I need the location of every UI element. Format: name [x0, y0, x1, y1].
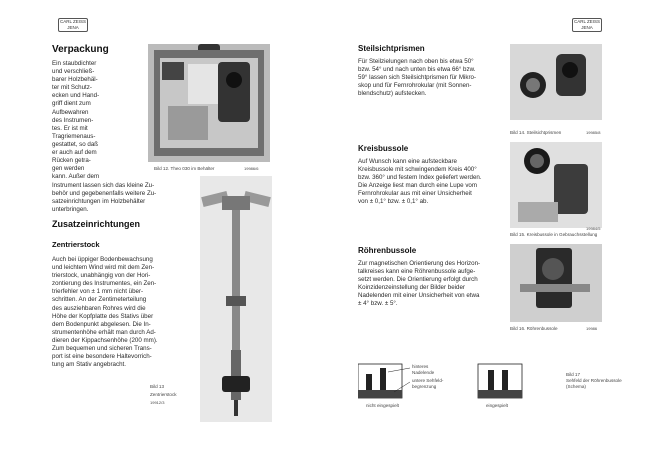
- zeiss-logo-left: [58, 18, 88, 32]
- text-line: trierfehler von ± 1 mm nicht über-: [52, 288, 144, 296]
- label-eingespielt: eingespielt: [486, 403, 508, 408]
- photo-roehrenbussole: [510, 244, 602, 322]
- heading-kreisbussole: Kreisbussole: [358, 144, 409, 153]
- text-line: ter mit Schutz-: [52, 84, 92, 92]
- text-line: Zum bequemen und sicheren Trans-: [52, 345, 152, 353]
- text-line: des ausziehbaren Rohres wird die: [52, 304, 146, 312]
- caption-bild-16: Bild 16. Röhrenbussole: [510, 326, 558, 331]
- text-line: Höhe der Kopfplatte des Stativs über: [52, 312, 154, 320]
- logo-text: CARL ZEISS: [59, 19, 87, 24]
- caption-bild-17-title: Sehfeld der Röhrenbussole: [566, 378, 622, 383]
- text-line: Auch bei üppiger Bodenbewachsung: [52, 256, 153, 263]
- text-line: und verschließ-: [52, 68, 95, 76]
- text-line: des Instrumen-: [52, 116, 94, 124]
- text-line: behör und gegebenenfalls weitere Zu-: [52, 190, 157, 198]
- photo-zentrierstock: [200, 176, 272, 422]
- label-nicht-eingespielt: nicht eingespielt: [366, 403, 399, 408]
- text-line: zontierung des Instrumentes, ein Zen-: [52, 280, 157, 288]
- label-hinteres: hinteres: [412, 364, 429, 369]
- text-line: setzt werden. Die Orientierung erfolgt durch: [358, 276, 478, 284]
- caption-bild-17: Bild 17: [566, 372, 581, 377]
- code-bild-15: 19984/5: [586, 226, 601, 231]
- text-line: dem Bodenpunkt abgelesen. Die In-: [52, 320, 151, 328]
- text-line: 59° lassen sich Steilsichtprismen für Mikro-: [358, 74, 477, 82]
- code-bild-12: 19986/6: [244, 166, 259, 171]
- text-line: und leichtem Wind wird mit dem Zen-: [52, 264, 155, 272]
- heading-steilsichtprismen: Steilsichtprismen: [358, 44, 425, 53]
- kreis-text: [358, 158, 506, 207]
- steil-text: [358, 58, 506, 98]
- zeiss-logo-right: [572, 18, 602, 32]
- heading-roehrenbussole: Röhrenbussole: [358, 246, 417, 255]
- text-line: satzeinrichtungen im Holzbehälter: [52, 198, 146, 206]
- label-untere: untere Sehfeld-: [412, 378, 444, 383]
- code-bild-14: 19985/8: [586, 130, 601, 135]
- logo-text: CARL ZEISS: [573, 19, 601, 24]
- text-line: Nadelenden mit einer Unsicherheit von etwa: [358, 292, 480, 300]
- logo-text: JENA: [67, 25, 79, 30]
- verpackung-text: [52, 60, 116, 181]
- heading-zentrierstock: Zentrierstock: [52, 240, 100, 249]
- text-line: Rücken getra-: [52, 157, 91, 165]
- logo-text: JENA: [581, 25, 593, 30]
- text-line: er auch auf dem: [52, 149, 97, 157]
- caption-bild-13-title: Zentrierstock: [150, 392, 177, 397]
- caption-bild-14: Bild 14. Steilsichtprismen: [510, 130, 562, 135]
- text-line: Tragriemenaus-: [52, 132, 96, 140]
- verpackung-text-full: [52, 182, 200, 214]
- text-line: barer Holzbehäl-: [52, 76, 98, 84]
- roehren-text: [358, 260, 506, 309]
- text-line: ± 4° bzw. ± 5°.: [358, 300, 398, 308]
- caption-bild-12: Bild 12. Theo 030 im Behälter: [154, 166, 215, 171]
- caption-bild-13: Bild 13: [150, 384, 165, 389]
- text-line: Koinzidenzeinstellung der Bilder beider: [358, 284, 465, 292]
- caption-bild-17-schema: (Schema): [566, 384, 586, 389]
- photo-kreisbussole: [510, 142, 602, 228]
- heading-zusatzeinrichtungen: Zusatzeinrichtungen: [52, 219, 141, 229]
- sehfeld-diagram: [358, 360, 538, 408]
- label-nadelende: Nadelende: [412, 370, 435, 375]
- code-bild-13: 19912/3: [150, 400, 165, 405]
- zentrierstock-text: [52, 256, 200, 369]
- text-line: gen werden: [52, 165, 85, 173]
- text-line: blendschutz) aufstecken.: [358, 90, 427, 98]
- caption-bild-15: Bild 15. Kreisbussole in Gebrauchsstellung: [510, 232, 598, 237]
- photo-theo-in-case: [148, 44, 270, 162]
- text-line: von ± 0,1° bzw. ± 0,1° ab.: [358, 198, 429, 206]
- text-line: schritten. An der Zentimeterteilung: [52, 296, 147, 304]
- text-line: gestattet, so daß: [52, 140, 99, 148]
- code-bild-16: 19986: [586, 326, 598, 331]
- text-line: Instrument lassen sich das kleine Zu-: [52, 182, 155, 189]
- text-line: Die Anzeige liest man durch eine Lupe vom: [358, 182, 478, 190]
- text-line: griff dient zum: [52, 100, 91, 108]
- text-line: tes. Er ist mit: [52, 124, 88, 132]
- text-line: Aufbewahren: [52, 108, 89, 116]
- text-line: Fernrohrokular aus mit einer Unsicherheit: [358, 190, 472, 198]
- text-line: Kreisbussole mit schwingendem Kreis 400°: [358, 166, 477, 174]
- label-begrenzung: begrenzung: [412, 384, 437, 389]
- text-line: ecken und Hand-: [52, 92, 100, 100]
- text-line: talkreises kann eine Röhrenbussole aufge-: [358, 268, 476, 276]
- photo-steilsichtprismen: [510, 44, 602, 120]
- text-line: Auf Wunsch kann eine aufsteckbare: [358, 158, 457, 165]
- heading-verpackung: Verpackung: [52, 44, 109, 55]
- text-line: skop und für Fernrohrokular (mit Sonnen-: [358, 82, 472, 90]
- text-line: Zur magnetischen Orientierung des Horizon-: [358, 260, 481, 267]
- text-line: tung am Stativ angebracht.: [52, 361, 126, 369]
- text-line: trierstock, unabhängig von der Hori-: [52, 272, 151, 280]
- text-line: unterbringen.: [52, 206, 89, 214]
- sehfeld-lower-right: [478, 390, 522, 398]
- text-line: Für Steilzielungen nach oben bis etwa 50°: [358, 58, 474, 65]
- text-line: bzw. 360° und festem Index geliefert werden.: [358, 174, 482, 182]
- text-line: kann. Außer dem: [52, 173, 100, 181]
- text-line: bzw. 54° und nach unten bis etwa 66° bzw.: [358, 66, 476, 74]
- text-line: strumentenhöhe erhält man durch Ad-: [52, 328, 156, 336]
- text-line: Ein staubdichter: [52, 60, 97, 67]
- text-line: port ist eine besondere Haltevorrich-: [52, 353, 152, 361]
- text-line: dieren der Kippachsenhöhe (200 mm).: [52, 336, 158, 344]
